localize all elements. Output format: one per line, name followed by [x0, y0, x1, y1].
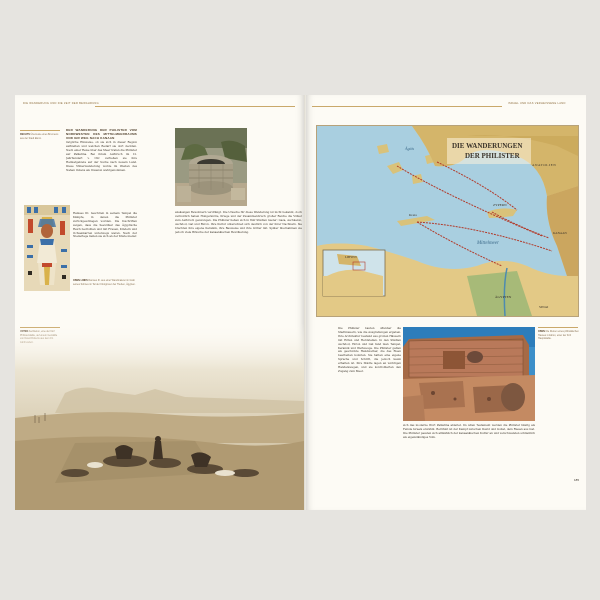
map-label-libya: LIBYEN	[345, 255, 357, 259]
ruins-image	[403, 327, 535, 421]
map-image	[317, 126, 578, 316]
caption-ruins-label: OBEN	[538, 330, 545, 333]
left-text-column-2	[175, 211, 302, 321]
pharaoh-painting	[24, 205, 70, 291]
caption-ruins	[538, 327, 582, 341]
paragraph: mögliche Hinweise, ob sie sich in dieser Region aufhielten und welchen Bedarf sie dort deckten. Nach einer Reise über das Meer trafen die Philister auf Palästina. Bei ihrem Aufbruch im 12. Jahrhundert v. Chr. verließen sie ihre Heimatgebiete auf der Suche nach neuem Land. Diese Völkerwanderung wurde im Westen des Nahen Ostens als Invasion wahrgenommen.	[66, 140, 137, 172]
page-number: 185	[574, 478, 580, 482]
map-label-egypt: ÄGYPTEN	[495, 295, 512, 299]
map-label-canaan: KANAAN	[553, 231, 567, 235]
right-text-column-1	[338, 327, 401, 510]
map-label-aegean: Ägäis	[405, 146, 415, 151]
map-label-sinai: SINAI	[539, 305, 549, 309]
right-page	[306, 95, 586, 510]
map-title-line-2: DER PHILISTER	[465, 152, 520, 160]
map-label-sea: Mittelmeer	[477, 241, 499, 246]
caption-well-label: RECHTS	[20, 133, 30, 136]
map-label-cyprus: ZYPERN	[493, 203, 507, 207]
section-heading: DER WANDERUNG DER PHILISTER VOM NORDWESTEN DES MITTELMEERRAUMS UND IHR WEG NACH KANAAN	[66, 128, 137, 141]
map-label-anatolia: ANATOLIEN	[532, 163, 557, 167]
pharaoh-image	[24, 205, 70, 291]
migration-map	[316, 125, 579, 317]
caption-ruins-text: Die Ruinen eines philistäischen Hauses in Ekron, einer der fünf Hauptstädte.	[538, 330, 579, 340]
map-title-line-1: DIE WANDERUNGEN	[452, 142, 523, 150]
paragraph: Ramses III. beschrieb in seinem Tempel die Kämpfe, in denen die Philister zurückgeschlagen wurden. Die Inschriften zeigen, dass die Seevölker das Ägyptische Reich bedrohten und mit Frauen, Kindern und Ochsenkarren unterwegs waren. Nach der Niederlage ließen sie sich an der Küste nieder.	[73, 212, 137, 239]
ashkelon-painting	[15, 323, 304, 510]
caption-pharaoh-text: Ramses III. aus einer Wandmalerei im Grab seines Sohnes im Tal der Königinnen bei Theben, Ägypten.	[73, 279, 136, 286]
paragraph: ansässigen Bewohnern verdrängt. Die Ursache für diese Wanderung ist nicht bekannt, doch vermutlich haben Hungersnöte, Kriege und der Zusammenbruch großer Reiche die Völker zum Aufbruch gezwungen. Die Philister ließen sich in fünf Städten nieder: Gaza, Aschkelon, Aschdod, Gat und Ekron. Ihre Kultur unterschied sich deutlich von der ihrer Nachbarn. Sie brachten ihre eigene Keramik, ihre Bauweise und ihre Götter mit. Später übernahmen sie jedoch viele Bräuche der kanaanäischen Bevölkerung.	[175, 211, 302, 234]
paragraph: Die Philister bauten offenbar die Stadtmauern, wie die Ausgrabungen ergaben. Ihre Architektur bestand aus großen Häusern mit Höfen und Herdstellen. In den Städten Aschdod, Ekron und Gat fand man Tempel, Keramik und Werkzeuge. Die Philister galten als geschickte Handwerker, die das Eisen bearbeiten konnten. Sie hatten eine eigene Sprache und Schrift, die jedoch kaum erhalten ist. Ihre Städte lagen an wichtigen Handelswegen, und sie kontrollierten den Zugang zum Meer.	[338, 327, 401, 373]
well-photo	[175, 128, 247, 206]
left-text-column-1b	[73, 212, 137, 277]
paragraph: sich das moderne Wort Palästina ableitet. Im Alten Testament werden die Philister häufig als Feinde Israels erwähnt. Berühmt ist der Kampf zwischen David und Goliat, dem Riesen aus Gat. Die Philister passten sich allmählich der kanaanäischen Kultur an und verschwanden schließlich als eigenständiges Volk.	[403, 424, 535, 439]
landscape-image	[15, 323, 304, 510]
left-running-head: DIE WANDERUNG UND DIE ZEIT DER BEWAHRUNG	[23, 102, 99, 105]
well-image	[175, 128, 247, 206]
caption-pharaoh-label: OBEN LINKS	[73, 279, 88, 282]
map-label-crete: Kreta	[409, 213, 417, 217]
left-header-rule	[95, 106, 295, 107]
right-header-rule	[312, 106, 502, 107]
caption-pharaoh	[73, 279, 137, 286]
right-running-head: ISRAEL UND DAS VERHEISSENE LAND	[508, 102, 566, 105]
ruins-photo	[403, 327, 535, 421]
caption-well-text: Überreste eines Brunnens aus der Stadt Ekron.	[20, 133, 59, 140]
caption-well	[20, 130, 60, 140]
left-page	[15, 95, 304, 510]
right-text-column-2	[403, 424, 535, 502]
